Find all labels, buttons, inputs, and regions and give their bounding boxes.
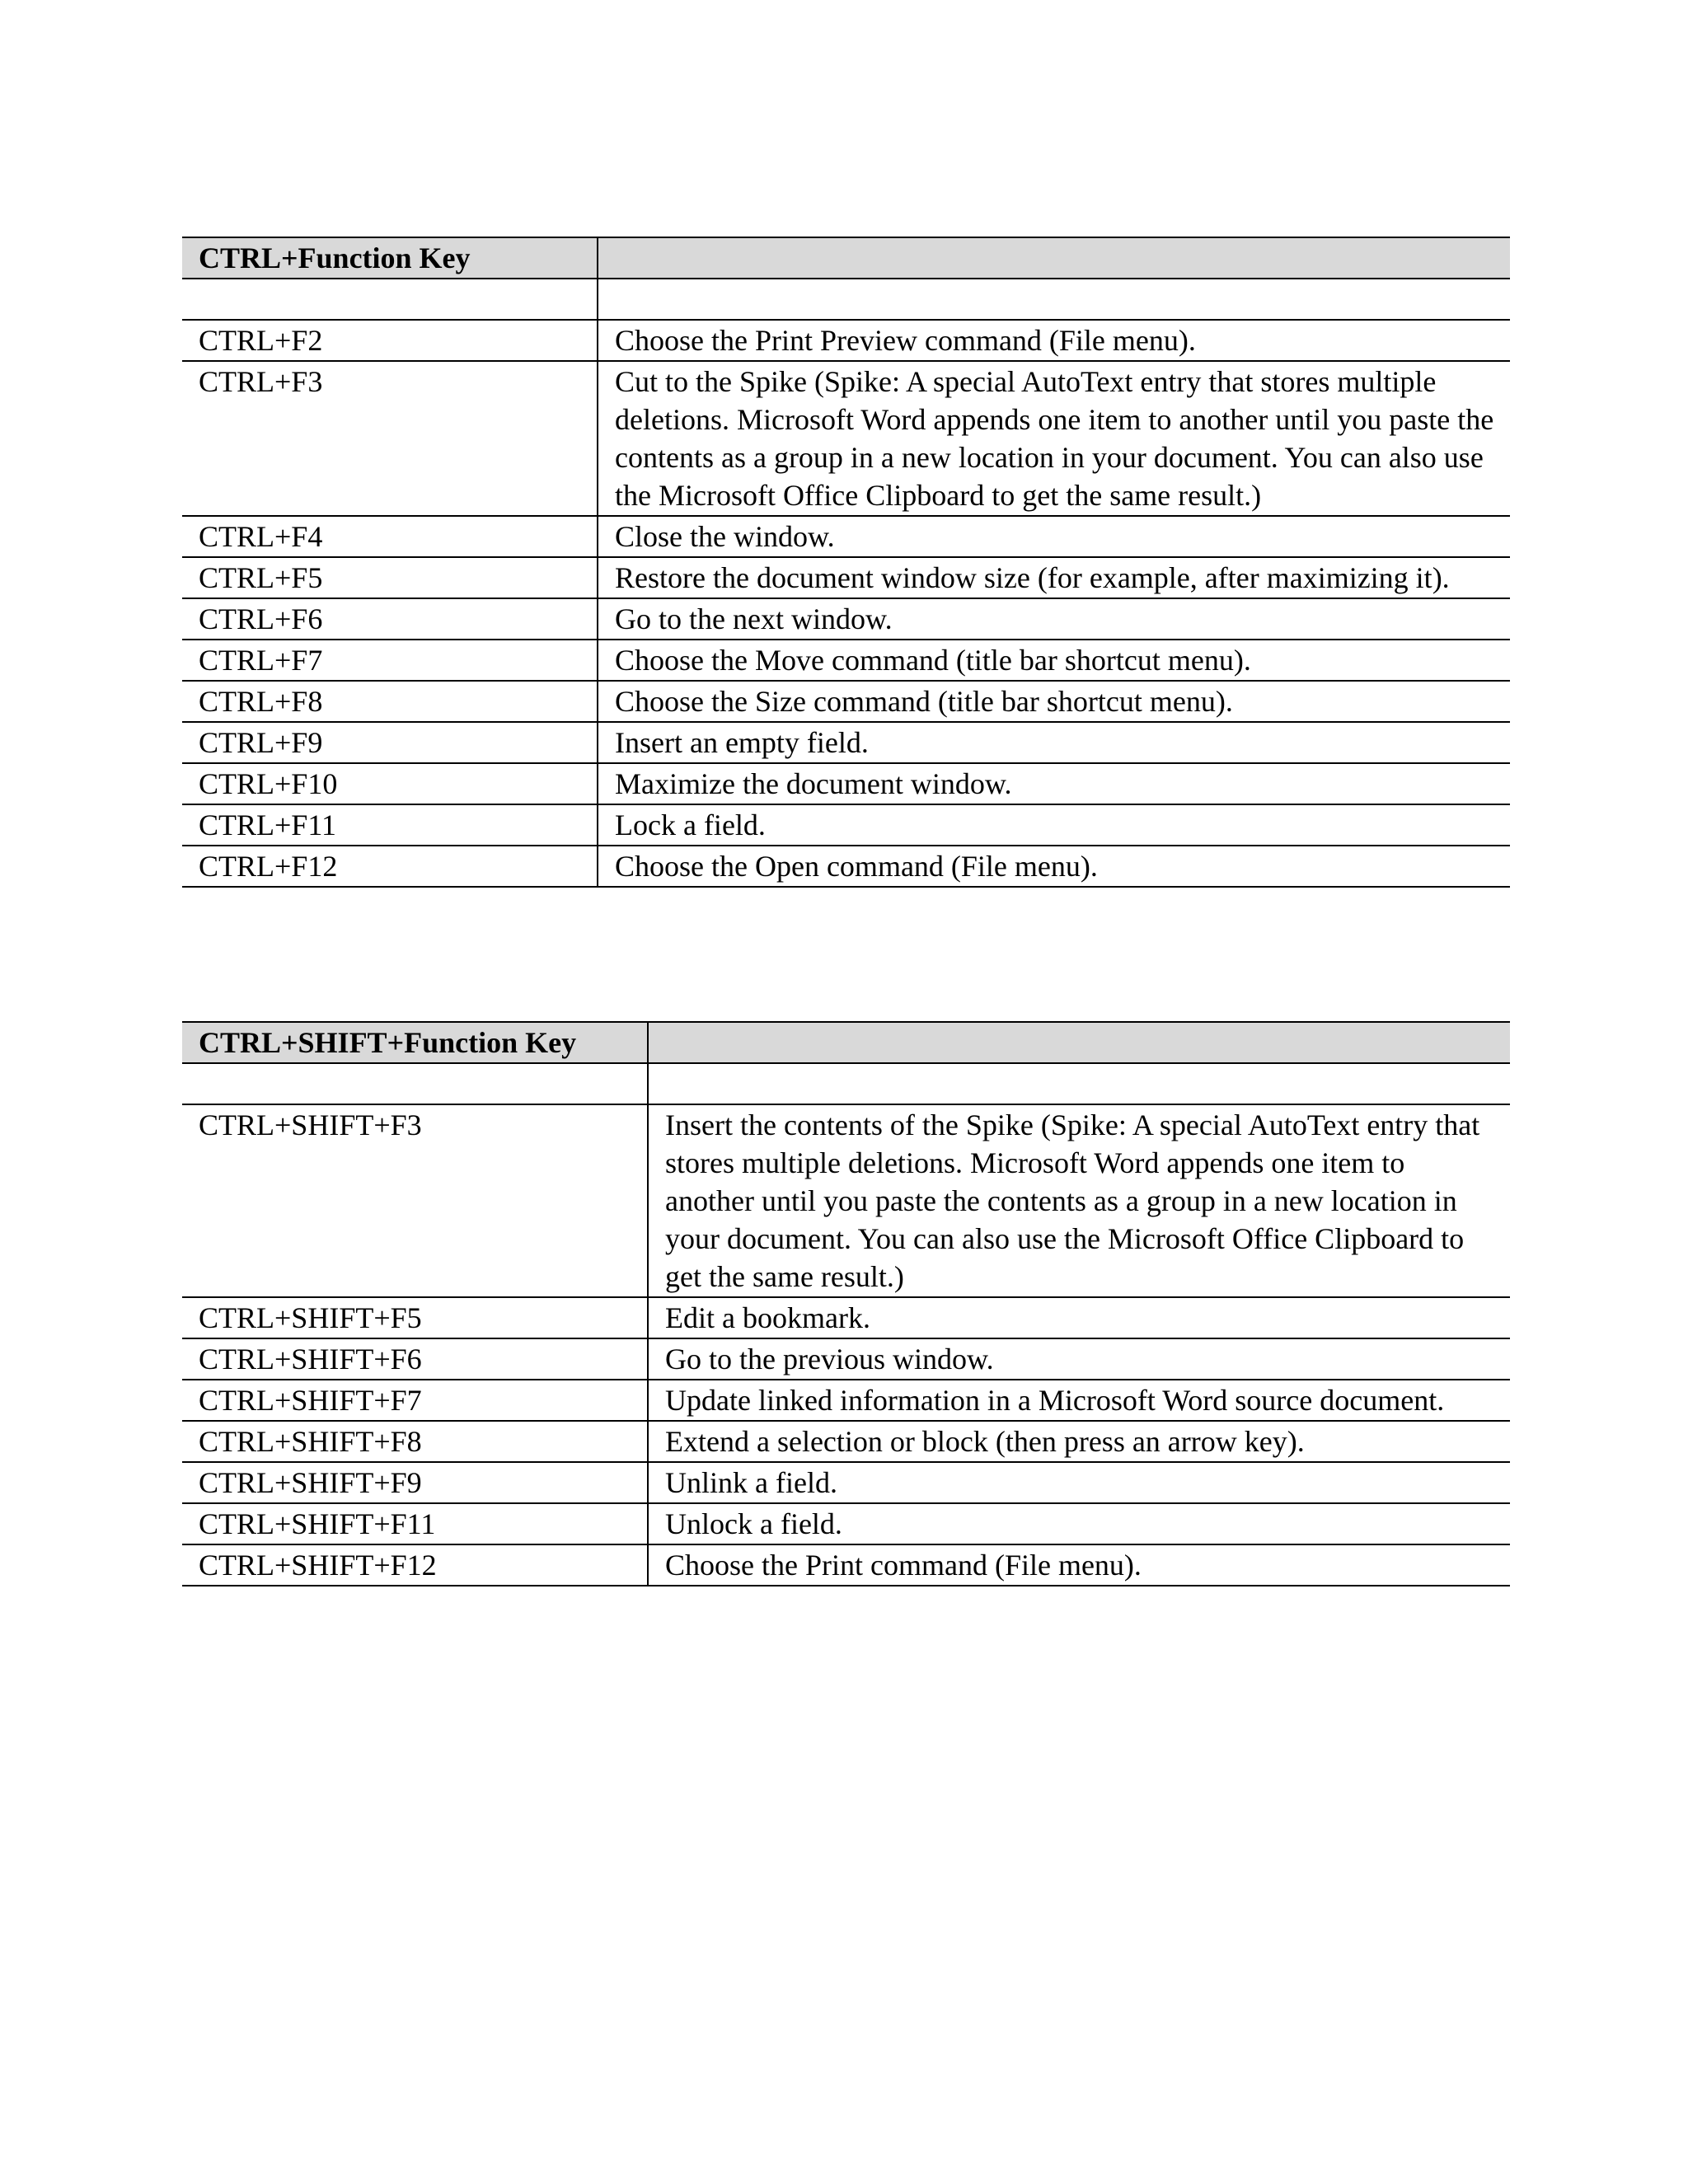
shortcut-action: Maximize the document window. [598,763,1510,804]
shortcut-action: Go to the previous window. [648,1338,1510,1380]
shortcut-key: CTRL+SHIFT+F5 [182,1297,648,1338]
shortcut-key: CTRL+F6 [182,598,598,640]
table-row [182,598,1510,640]
table-row [182,1380,1510,1421]
shortcut-key: CTRL+SHIFT+F9 [182,1462,648,1503]
ctrl-shift-function-key-table [182,1021,1510,1586]
table-row [182,1104,1510,1297]
table-row [182,1297,1510,1338]
shortcut-key: CTRL+F2 [182,320,598,361]
shortcut-action: Unlink a field. [648,1462,1510,1503]
shortcut-key: CTRL+SHIFT+F6 [182,1338,648,1380]
shortcut-key: CTRL+F7 [182,640,598,681]
table-row [182,681,1510,722]
shortcut-action: Update linked information in a Microsoft Word source document. [648,1380,1510,1421]
table-spacer-row [182,1063,1510,1104]
table-header-row [182,1022,1510,1063]
shortcut-key: CTRL+F8 [182,681,598,722]
shortcut-action: Edit a bookmark. [648,1297,1510,1338]
table-heading: CTRL+Function Key [182,237,598,279]
table-row [182,640,1510,681]
table-row [182,1462,1510,1503]
shortcut-action: Go to the next window. [598,598,1510,640]
table-row [182,557,1510,598]
shortcut-key: CTRL+SHIFT+F12 [182,1544,648,1586]
table-row [182,722,1510,763]
shortcut-key: CTRL+F9 [182,722,598,763]
shortcut-action: Choose the Move command (title bar shortcut menu). [598,640,1510,681]
shortcut-key: CTRL+SHIFT+F7 [182,1380,648,1421]
shortcut-key: CTRL+F10 [182,763,598,804]
shortcut-action: Choose the Print command (File menu). [648,1544,1510,1586]
table-heading-blank [648,1022,1510,1063]
shortcut-key: CTRL+F11 [182,804,598,846]
table-spacer-row [182,279,1510,320]
shortcut-action: Choose the Size command (title bar shortcut menu). [598,681,1510,722]
ctrl-function-key-table [182,237,1510,888]
table-row [182,804,1510,846]
shortcut-key: CTRL+F3 [182,361,598,516]
table-row [182,320,1510,361]
shortcut-key: CTRL+SHIFT+F8 [182,1421,648,1462]
shortcut-key: CTRL+SHIFT+F3 [182,1104,648,1297]
shortcut-action: Choose the Print Preview command (File menu). [598,320,1510,361]
table-row [182,1338,1510,1380]
shortcut-action: Cut to the Spike (Spike: A special AutoText entry that stores multiple deletions. Microsoft Word appends one item to another until you paste the contents as a group in a new location in your document. You can also use the Microsoft Office Clipboard to get the same result.) [598,361,1510,516]
shortcut-action: Choose the Open command (File menu). [598,846,1510,887]
table-row [182,1421,1510,1462]
shortcut-action: Close the window. [598,516,1510,557]
table-row [182,846,1510,887]
table-row [182,516,1510,557]
shortcut-action: Restore the document window size (for example, after maximizing it). [598,557,1510,598]
table-row [182,1503,1510,1544]
table-row [182,1544,1510,1586]
shortcut-key: CTRL+F4 [182,516,598,557]
table-heading-blank [598,237,1510,279]
shortcut-key: CTRL+SHIFT+F11 [182,1503,648,1544]
table-heading: CTRL+SHIFT+Function Key [182,1022,648,1063]
shortcut-action: Lock a field. [598,804,1510,846]
table-header-row [182,237,1510,279]
shortcut-action: Extend a selection or block (then press an arrow key). [648,1421,1510,1462]
table-row [182,361,1510,516]
shortcut-action: Unlock a field. [648,1503,1510,1544]
shortcut-action: Insert an empty field. [598,722,1510,763]
shortcut-action: Insert the contents of the Spike (Spike: A special AutoText entry that stores multiple deletions. Microsoft Word appends one item to another until you paste the contents as a group in a new location in your document. You can also use the Microsoft Office Clipboard to get the same result.) [648,1104,1510,1297]
shortcut-key: CTRL+F5 [182,557,598,598]
shortcut-key: CTRL+F12 [182,846,598,887]
table-row [182,763,1510,804]
